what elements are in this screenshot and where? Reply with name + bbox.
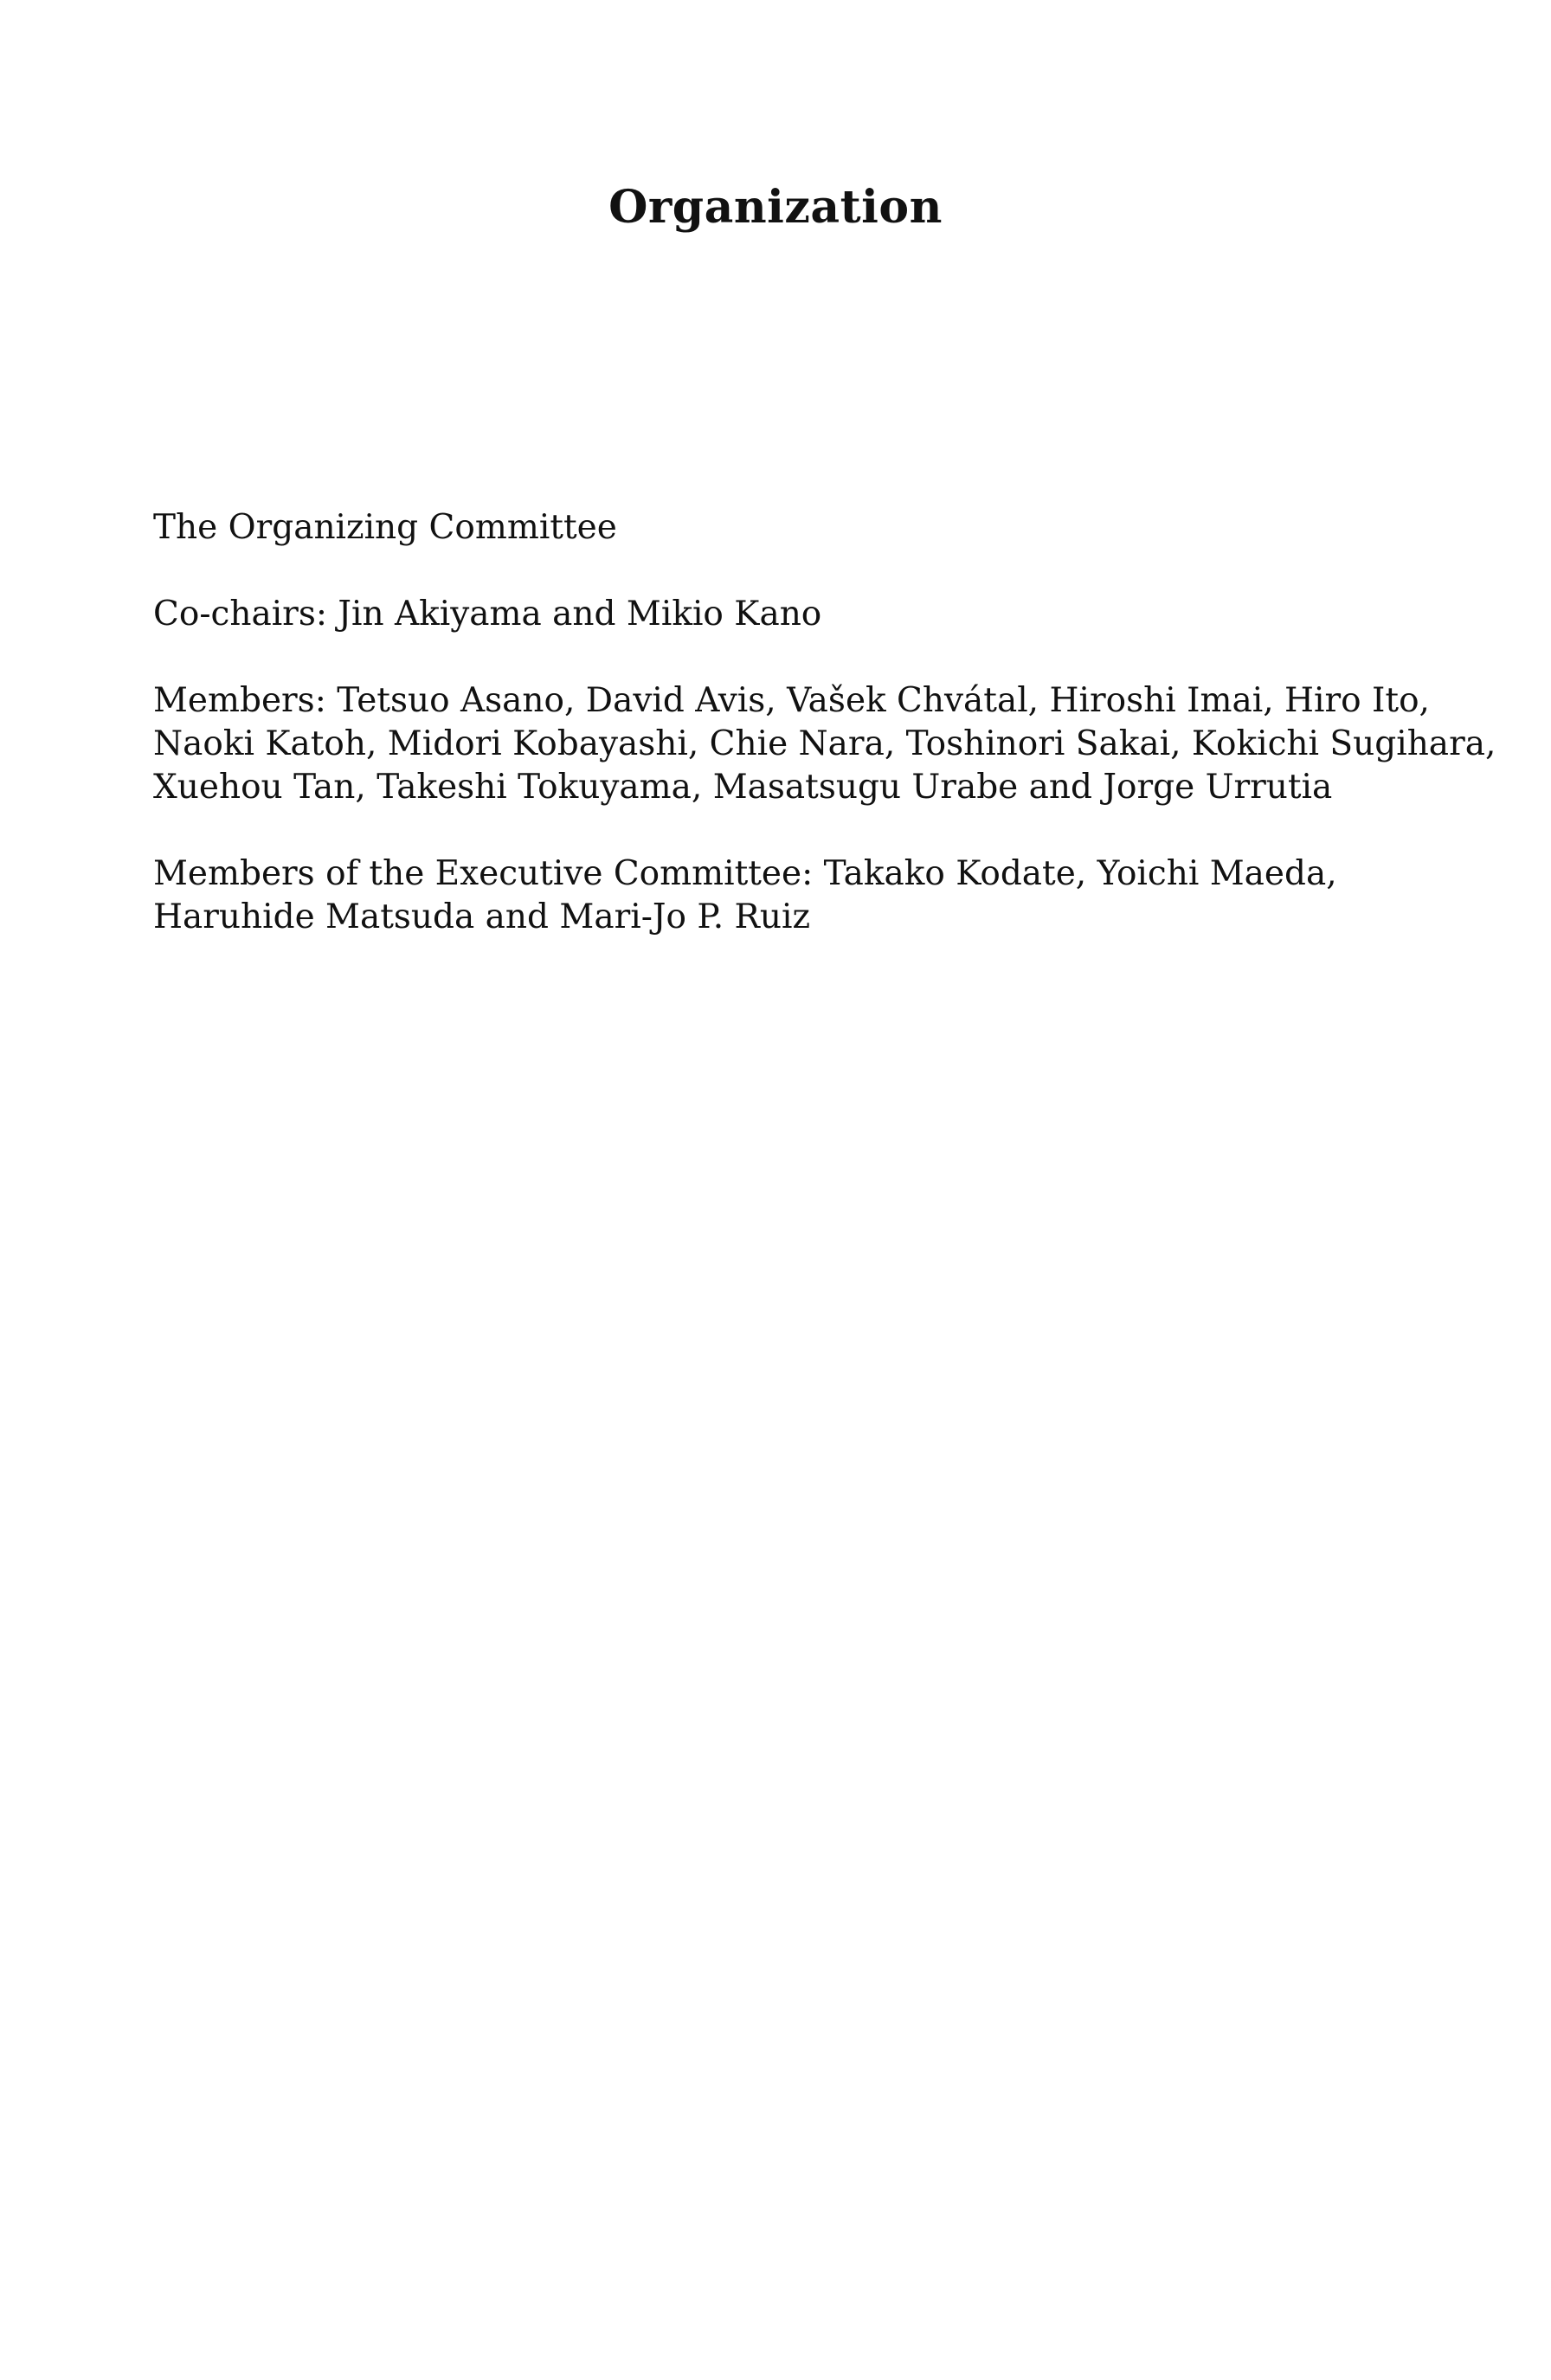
executive-committee-paragraph <box>153 852 1426 939</box>
organization-body <box>153 506 1496 982</box>
members-line: Xuehou Tan, Takeshi Tokuyama, Masatsugu Urabe and Jorge Urrutia <box>153 768 1333 807</box>
co-chairs-line: Co-chairs: Jin Akiyama and Mikio Kano <box>153 595 822 634</box>
executive-committee-line: Members of the Executive Committee: Takako Kodate, Yoichi Maeda, <box>153 854 1337 893</box>
members-paragraph <box>153 679 1496 809</box>
page-title: Organization <box>608 181 943 234</box>
members-line: Naoki Katoh, Midori Kobayashi, Chie Nara, Toshinori Sakai, Kokichi Sugihara, <box>153 724 1496 763</box>
executive-committee-line: Haruhide Matsuda and Mari-Jo P. Ruiz <box>153 897 811 936</box>
members-line: Members: Tetsuo Asano, David Avis, Vašek Chvátal, Hiroshi Imai, Hiro Ito, <box>153 681 1430 720</box>
organizing-committee-heading: The Organizing Committee <box>153 508 617 547</box>
